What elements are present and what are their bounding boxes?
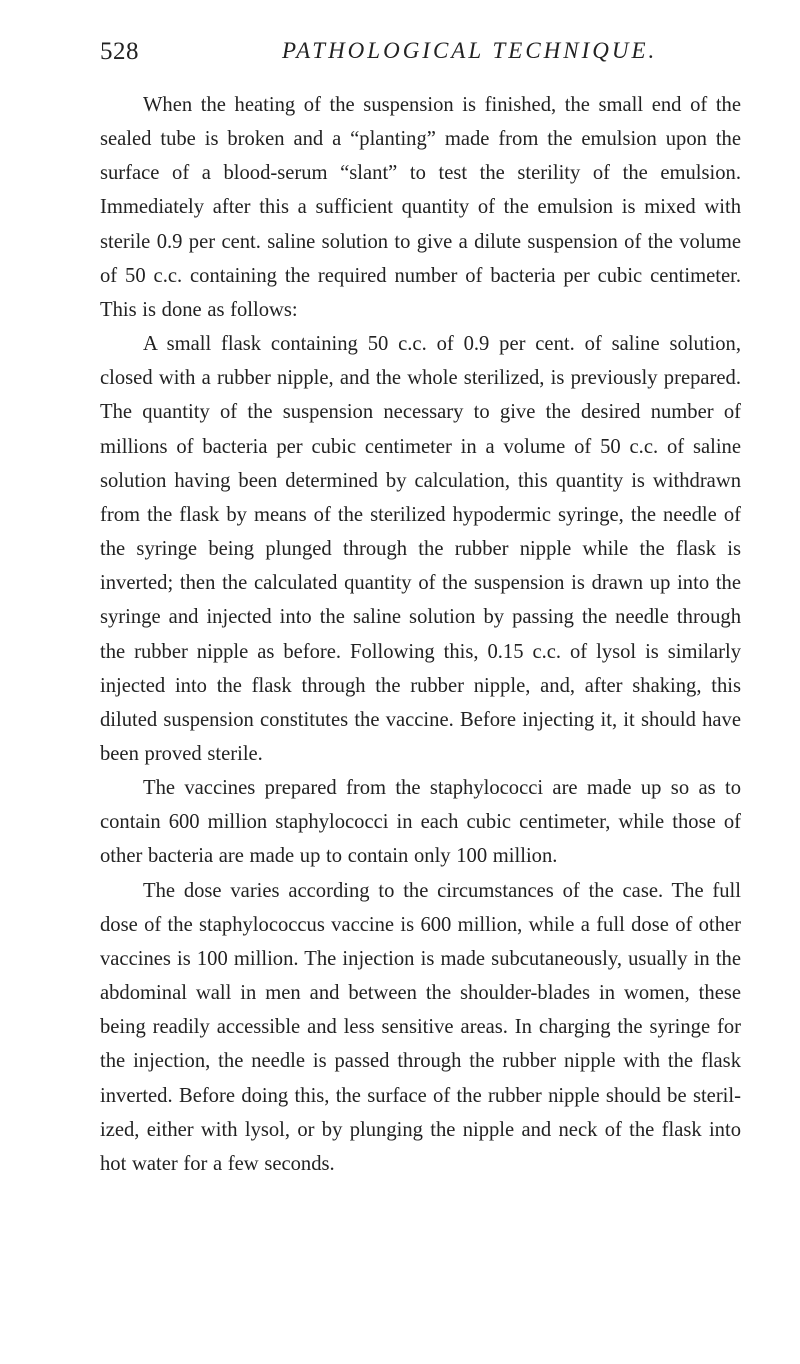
running-header (100, 38, 740, 72)
body-text (100, 88, 741, 1181)
paragraph-dosage: The dose varies according to the circumstances of the case. The full dose of the staphylococcus vaccine is 600 million, while a full dose of other vaccines is 100 million. The injection is made subcutaneously, usually in the abdominal wall in men and between the shoulder-blades in women, these being readily accessible and less sensitive areas. In charging the syringe for the injection, the needle is passed through the rubber nipple with the flask inverted. Before doing this, the surface of the rubber nipple should be sterilized, either with lysol, or by plunging the nipple and neck of the flask into hot water for a few seconds. (100, 879, 741, 1175)
paragraph-heating-planting: When the heating of the suspension is finished, the small end of the sealed tube is broken and a “planting” made from the emulsion upon the surface of a blood-serum “slant” to test the sterility of the emulsion. Immediately after this a sufficient quantity of the emulsion is mixed with sterile 0.9 per cent. saline solution to give a dilute suspension of the volume of 50 c.c. containing the required number of bacteria per cubic centimeter. This is done as follows: (100, 94, 741, 321)
page-number: 528 (100, 38, 139, 65)
paragraph-vaccine-concentration: The vaccines prepared from the staphylococci are made up so as to contain 600 million staphylococci in each cubic centimeter, while those of other bacteria are made up to contain only 100 million. (100, 777, 741, 868)
paragraph-flask-preparation: A small flask containing 50 c.c. of 0.9 per cent. of saline solution, closed with a rubber nipple, and the whole sterilized, is previously prepared. The quantity of the suspension necessary to give the desired number of millions of bacteria per cubic centimeter in a volume of 50 c.c. of saline solution having been determined by calculation, this quantity is withdrawn from the flask by means of the sterilized hypodermic syringe, the needle of the syringe being plunged through the rubber nipple while the flask is inverted; then the calculated quantity of the suspension is drawn up into the syringe and injected into the saline solution by passing the needle through the rubber nipple as before. Following this, 0.15 c.c. of lysol is similarly injected into the flask through the rubber nipple, and, after shaking, this diluted suspension constitutes the vaccine. Before injecting it, it should have been proved sterile. (100, 333, 741, 765)
running-title: PATHOLOGICAL TECHNIQUE. (282, 38, 658, 63)
